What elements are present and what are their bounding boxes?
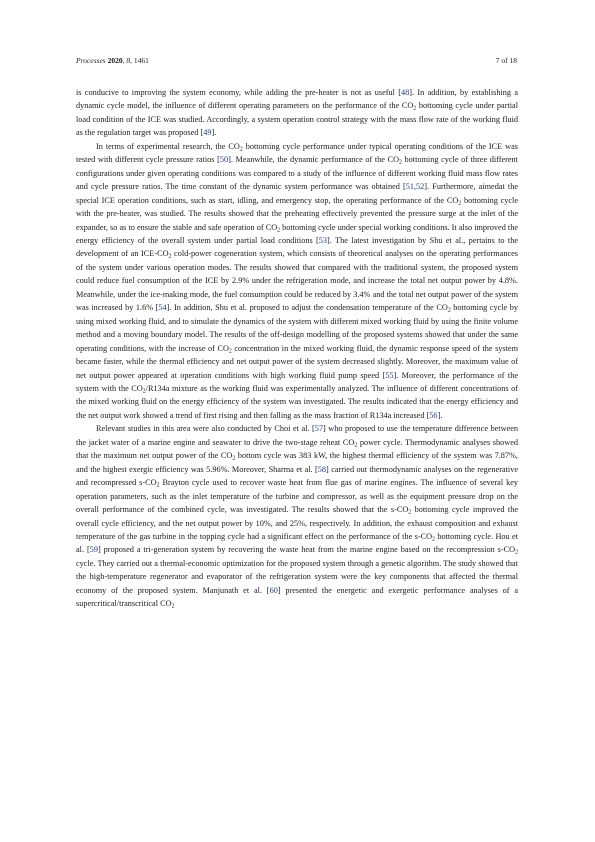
journal-volume: 8: [126, 56, 131, 65]
text-run: bottoming cycle by using mixed working fluid, and to simulate the dynamics of the system with different mixed working fluid by using the finite volume method and a moving boundary model. The results of the off-design modelling of the proposed systems showed that under the same operating conditions, with the increase of CO: [76, 303, 518, 353]
citation-link[interactable]: 49: [203, 128, 212, 138]
text-run: bottom cycle was 383 kW, the highest thermal efficiency of the system was 7.87%, and the highest exergic efficiency was 5.96%. Moreover, Sharma et al. [: [76, 451, 518, 474]
citation-link[interactable]: 51,52: [405, 182, 425, 192]
text-run: bottoming cycle of three different configurations under given operating conditions was compared to a study of the influence of different working fluid mass flow rates and cycle pressure ratios. The time constant of the dynamic system performance was obtained [: [76, 155, 518, 192]
subscript: 2: [142, 388, 146, 395]
citation-link[interactable]: 57: [314, 424, 323, 434]
body-text: [76, 86, 518, 611]
running-header: [76, 56, 517, 68]
subscript: 2: [228, 348, 232, 355]
citation: Processes 2020, 8, 1461: [76, 56, 149, 65]
citation-link[interactable]: 55: [385, 370, 394, 380]
text-run: ]. Moreover, the performance of the system with the CO: [76, 370, 518, 393]
citation-link[interactable]: 58: [317, 464, 327, 474]
text-run: Brayton cycle used to recover waste heat from flue gas of marine engines. The influence of several key operation parameters, such as the inlet temperature of the turbine and compressor, as well as the equipment pressure drop on the overall performance of the combined cycle, was investigated. The results showed that the s-CO: [76, 478, 518, 515]
journal-year: 2020: [107, 56, 123, 65]
subscript: 2: [399, 159, 402, 166]
text-run: ] who proposed to use the temperature difference between the jacket water of a marine engine and seawater to drive the two-stage reheat CO: [76, 424, 518, 447]
article-number: 1461: [133, 56, 149, 65]
subscript: 2: [447, 307, 451, 314]
text-run: ]. The latest investigation by Shu et al., pertains to the development of an ICE-CO: [76, 235, 519, 259]
subscript: 2: [354, 442, 358, 449]
subscript: 2: [458, 200, 462, 207]
text-run: ]. In addition, by establishing a dynamic cycle model, the influence of different operating parameters on the performance of the CO: [76, 88, 518, 111]
text-run: bottoming cycle improved the overall cycle efficiency, and the net output power by 10%, and 25%, respectively. In addition, the exhaust composition and exhaust temperature of the gas turbine in the topping cycle had a significant effect on the performance of the s-CO: [76, 505, 518, 541]
text-run: bottoming cycle. Hou et al. [: [76, 531, 519, 555]
text-run: concentration in the mixed working fluid, the dynamic response speed of the system became faster, while the thermal efficiency and net output power of the system decreased slightly. Moreover, the maximum value of net output power appeared at operation conditions with high working fluid pump speed [: [76, 343, 518, 380]
subscript: 2: [515, 549, 518, 556]
subscript: 2: [277, 227, 281, 234]
subscript: 2: [239, 146, 243, 153]
subscript: 2: [168, 253, 172, 260]
text-run: Relevant studies in this area were also conducted by Choi et al. [: [96, 424, 315, 434]
citation-link[interactable]: 53: [318, 235, 328, 245]
citation-link[interactable]: 60: [269, 585, 278, 595]
text-run: ] carried out thermodynamic analyses on the regenerative and recompressed s-CO: [76, 464, 518, 488]
citation-link[interactable]: 48: [401, 88, 410, 97]
text-run: bottoming cycle under special working conditions. It also improved the energy efficiency of the overall system under partial load conditions [: [76, 222, 518, 245]
text-run: power cycle. Thermodynamic analyses showed that the maximum net output power of the CO: [76, 437, 518, 461]
citation-link[interactable]: 56: [429, 410, 438, 420]
citation-link[interactable]: 50: [219, 155, 229, 165]
journal-name: Processes: [76, 56, 106, 65]
text-run: ] proposed a tri-generation system by recovering the waste heat from the marine engine based on the recompression s-CO: [97, 545, 516, 555]
text-run: ]. Furthermore, aimedat the special ICE operation conditions, such as start, idling, and emergency stop, the operating performance of the CO: [76, 182, 518, 205]
text-run: ].: [437, 410, 443, 420]
text-run: In terms of experimental research, the CO: [96, 141, 240, 151]
text-run: is conducive to improving the system economy, while adding the pre-heater is not as useful [: [76, 88, 401, 97]
text-run: ] presented the energetic and exergetic performance analyses of a supercritical/transcritical CO: [76, 585, 518, 609]
citation-link[interactable]: 54: [158, 303, 167, 313]
subscript: 2: [413, 105, 417, 112]
subscript: 2: [232, 455, 236, 462]
page-number: 7 of 18: [495, 56, 517, 65]
paragraph-2: [76, 140, 518, 423]
subscript: 2: [171, 603, 175, 610]
paragraph-3: [76, 422, 518, 610]
text-run: ]. Meanwhile, the dynamic performance of the CO: [228, 155, 400, 165]
subscript: 2: [156, 482, 160, 489]
text-run: bottoming cycle with the pre-heater, was studied. The results showed that the preheating effectively prevented the pressure surge at the inlet of the expander, so as to ensure the stable and safe operation of CO: [76, 195, 519, 232]
text-run: cycle. They carried out a thermal-economic optimization for the proposed system through a genetic algorithm. The study showed that the high-temperature regenerator and evaporator of the refrigeration system were the key components that affected the thermal economy of the proposed system. Manjunath et al. [: [76, 558, 518, 595]
text-run: /R134a mixture as the working fluid was experimentally analyzed. The influence of different concentrations of the mixed working fluid on the energy efficiency of the system was investigated. The results indicated that the energy efficiency and the net output work showed a trend of first rising and then falling as the mass fraction of R134a increased [: [76, 383, 518, 420]
citation-link[interactable]: 59: [89, 545, 98, 555]
text-run: cold-power cogeneration system, which consists of theoretical analyses on the operating performances of the system under various operation modes. The results showed that compared with the traditional system, the proposed system could reduce fuel consumption of the ICE by 2.9% under the refrigeration mode, and increase the total net output power by 4.8%. Meanwhile, under the ice-making mode, the fuel consumption could be reduced by 3.4% and the total net output power of the system was increased by 1.6% [: [76, 249, 518, 313]
subscript: 2: [408, 509, 412, 516]
paragraph-1: [76, 86, 518, 140]
text-run: ]. In addition, Shu et al. proposed to adjust the condensation temperature of the CO: [166, 303, 448, 313]
text-run: ].: [211, 128, 217, 138]
text-run: bottoming cycle under partial load condition of the ICE was studied. Accordingly, a system operation control strategy with the mass flow rate of the working fluid as the regulation target was proposed [: [76, 101, 518, 138]
text-run: bottoming cycle performance under typical operating conditions of the ICE was tested with different cycle pressure ratios [: [76, 141, 518, 165]
subscript: 2: [432, 536, 435, 543]
